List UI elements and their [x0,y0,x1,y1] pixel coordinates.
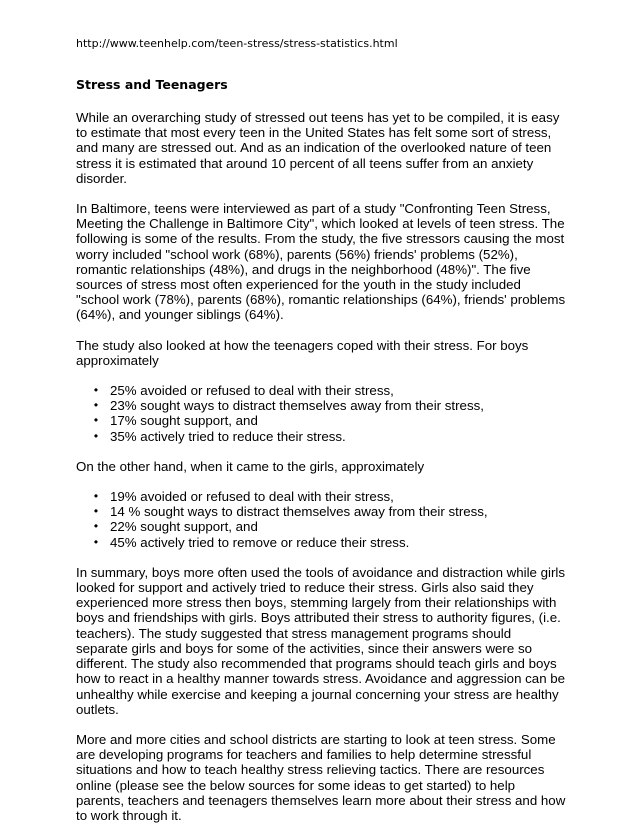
list-item-text: 25% avoided or refused to deal with their stress, [110,383,394,399]
list-item-text: 17% sought support, and [110,413,258,429]
boys-coping-list [76,383,566,444]
article-body [76,110,566,838]
source-url: http://www.teenhelp.com/teen-stress/stress-statistics.html [76,37,398,50]
list-item-text: 22% sought support, and [110,519,258,535]
paragraph-boys-coping: The study also looked at how the teenagers coped with their stress. For boys approximately [76,337,529,368]
list-item-text: 45% actively tried to remove or reduce their stress. [110,534,410,550]
bullet-icon: • [93,519,99,534]
bullet-icon: • [93,428,99,443]
bullet-icon: • [93,504,99,519]
list-item [76,398,566,413]
girls-coping-list [76,489,566,550]
paragraph-baltimore-study: In Baltimore, teens were interviewed as part of a study "Confronting Teen Stress, Meeting the Challenge in Baltimore City", which looked at levels of teen stress. The following is some of the results. From the study, the five stressors causing the most worry included "school work (68%), parents (56%) friends' problems (52%), romantic relationships (48%), and drugs in the neighborhood (48%)". The five sources of stress most often experienced for the youth in the study included "school work (78%), parents (68%), romantic relationships (64%), friends' problems (64%), and younger siblings (64%). [76,201,566,323]
list-item [76,504,566,519]
paragraph-intro: While an overarching study of stressed out teens has yet to be compiled, it is easy to estimate that most every teen in the United States has felt some sort of stress, and many are stressed out. And as an indication of the overlooked nature of teen stress it is estimated that around 10 percent of all teens suffer from an anxiety disorder. [76,110,560,186]
list-item-text: 23% sought ways to distract themselves away from their stress, [110,398,484,414]
list-item [76,489,566,504]
bullet-icon: • [93,398,99,413]
bullet-icon: • [93,413,99,428]
paragraph-girls-coping: On the other hand, when it came to the girls, approximately [76,458,425,474]
bullet-icon: • [93,534,99,549]
paragraph-summary: In summary, boys more often used the tools of avoidance and distraction while girls looked for support and actively tried to reduce their stress. Girls also said they experienced more stress then boys, stemming largely from their relationships with boys and friendships with girls. Boys attributed their stress to authority figures, (i.e. teachers). The study suggested that stress management programs should separate girls and boys for some of the activities, since their answers were so different. The study also recommended that programs should teach girls and boys how to react in a healthy manner towards stress. Avoidance and aggression can be unhealthy while exercise and keeping a journal concerning your stress are healthy outlets. [76,564,566,717]
list-item [76,383,566,398]
list-item [76,429,566,444]
paragraph-resources: More and more cities and school districts are starting to look at teen stress. Some are developing programs for teachers and families to help determine stressful situations and how to teach healthy stress relieving tactics. There are resources online (please see the below sources for some ideas to get started) to help parents, teachers and teenagers themselves learn more about their stress and how to work through it. [76,731,566,823]
bullet-icon: • [93,383,99,398]
list-item-text: 14 % sought ways to distract themselves away from their stress, [110,504,488,520]
list-item-text: 19% avoided or refused to deal with their stress, [110,489,394,505]
list-item [76,519,566,534]
list-item [76,413,566,428]
list-item-text: 35% actively tried to reduce their stress. [110,428,346,444]
page-title: Stress and Teenagers [76,77,228,92]
bullet-icon: • [93,489,99,504]
list-item [76,535,566,550]
